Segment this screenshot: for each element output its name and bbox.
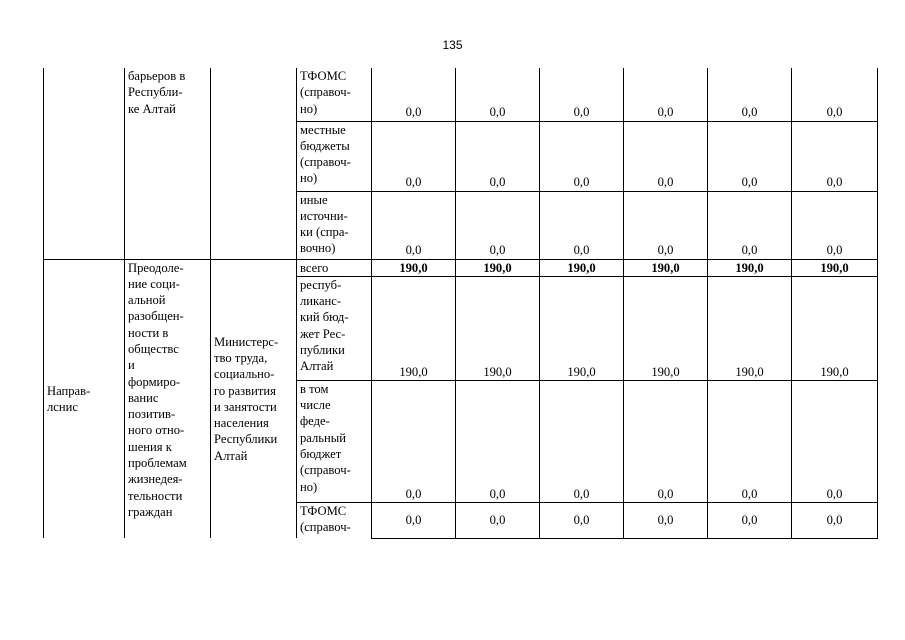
value-cell: 0,0 [792, 191, 878, 259]
source-label: респуб- ликанс- кий бюд- жет Рес- публики Алтай [297, 276, 372, 380]
value-cell: 190,0 [792, 276, 878, 380]
value-cell: 0,0 [456, 502, 540, 538]
source-label: всего [297, 259, 372, 276]
value-cell: 0,0 [372, 121, 456, 191]
direction-cell-empty [44, 68, 125, 259]
budget-table [43, 68, 878, 539]
value-cell: 0,0 [540, 191, 624, 259]
page-number: 135 [442, 38, 463, 52]
value-cell: 0,0 [792, 68, 878, 121]
value-cell: 190,0 [624, 259, 708, 276]
value-cell: 190,0 [792, 259, 878, 276]
value-cell: 0,0 [708, 502, 792, 538]
activity-cell: Преодоле- ние соци- альной разобщен- ности в обществс и формиро- ванис позитив- ного отно- шения к проблемам жизнедея- тельности граждан [125, 259, 211, 538]
value-cell: 0,0 [456, 380, 540, 502]
value-cell: 190,0 [624, 276, 708, 380]
value-cell: 0,0 [456, 68, 540, 121]
value-cell: 0,0 [372, 380, 456, 502]
source-label: иные источни- ки (спра- вочно) [297, 191, 372, 259]
value-cell: 0,0 [372, 502, 456, 538]
value-cell: 0,0 [540, 380, 624, 502]
value-cell: 0,0 [540, 121, 624, 191]
value-cell: 0,0 [540, 502, 624, 538]
executor-cell-empty [211, 68, 297, 259]
executor-cell: Министерс- тво труда, социально- го развития и занятости населения Республики Алтай [211, 259, 297, 538]
value-cell: 0,0 [456, 191, 540, 259]
value-cell: 0,0 [624, 502, 708, 538]
value-cell: 0,0 [792, 502, 878, 538]
value-cell: 0,0 [792, 121, 878, 191]
value-cell: 190,0 [540, 259, 624, 276]
value-cell: 190,0 [540, 276, 624, 380]
value-cell: 0,0 [708, 191, 792, 259]
value-cell: 190,0 [708, 259, 792, 276]
value-cell: 0,0 [456, 121, 540, 191]
value-cell: 0,0 [708, 68, 792, 121]
value-cell: 0,0 [624, 191, 708, 259]
value-cell: 0,0 [540, 68, 624, 121]
source-label: ТФОМС (справоч- но) [297, 68, 372, 121]
value-cell: 0,0 [708, 121, 792, 191]
table-row [44, 68, 878, 121]
source-label: ТФОМС (справоч- [297, 502, 372, 538]
value-cell: 0,0 [624, 380, 708, 502]
activity-cell: барьеров в Республи- ке Алтай [125, 68, 211, 259]
source-label: местные бюджеты (справоч- но) [297, 121, 372, 191]
value-cell: 0,0 [372, 68, 456, 121]
direction-cell: Направ- лснис [44, 259, 125, 538]
value-cell: 0,0 [624, 121, 708, 191]
value-cell: 0,0 [792, 380, 878, 502]
value-cell: 0,0 [624, 68, 708, 121]
value-cell: 190,0 [372, 276, 456, 380]
value-cell: 0,0 [372, 191, 456, 259]
value-cell: 0,0 [708, 380, 792, 502]
value-cell: 190,0 [456, 259, 540, 276]
value-cell: 190,0 [708, 276, 792, 380]
value-cell: 190,0 [456, 276, 540, 380]
value-cell: 190,0 [372, 259, 456, 276]
table-row [44, 259, 878, 276]
source-label: в том числе феде- ральный бюджет (справоч- но) [297, 380, 372, 502]
